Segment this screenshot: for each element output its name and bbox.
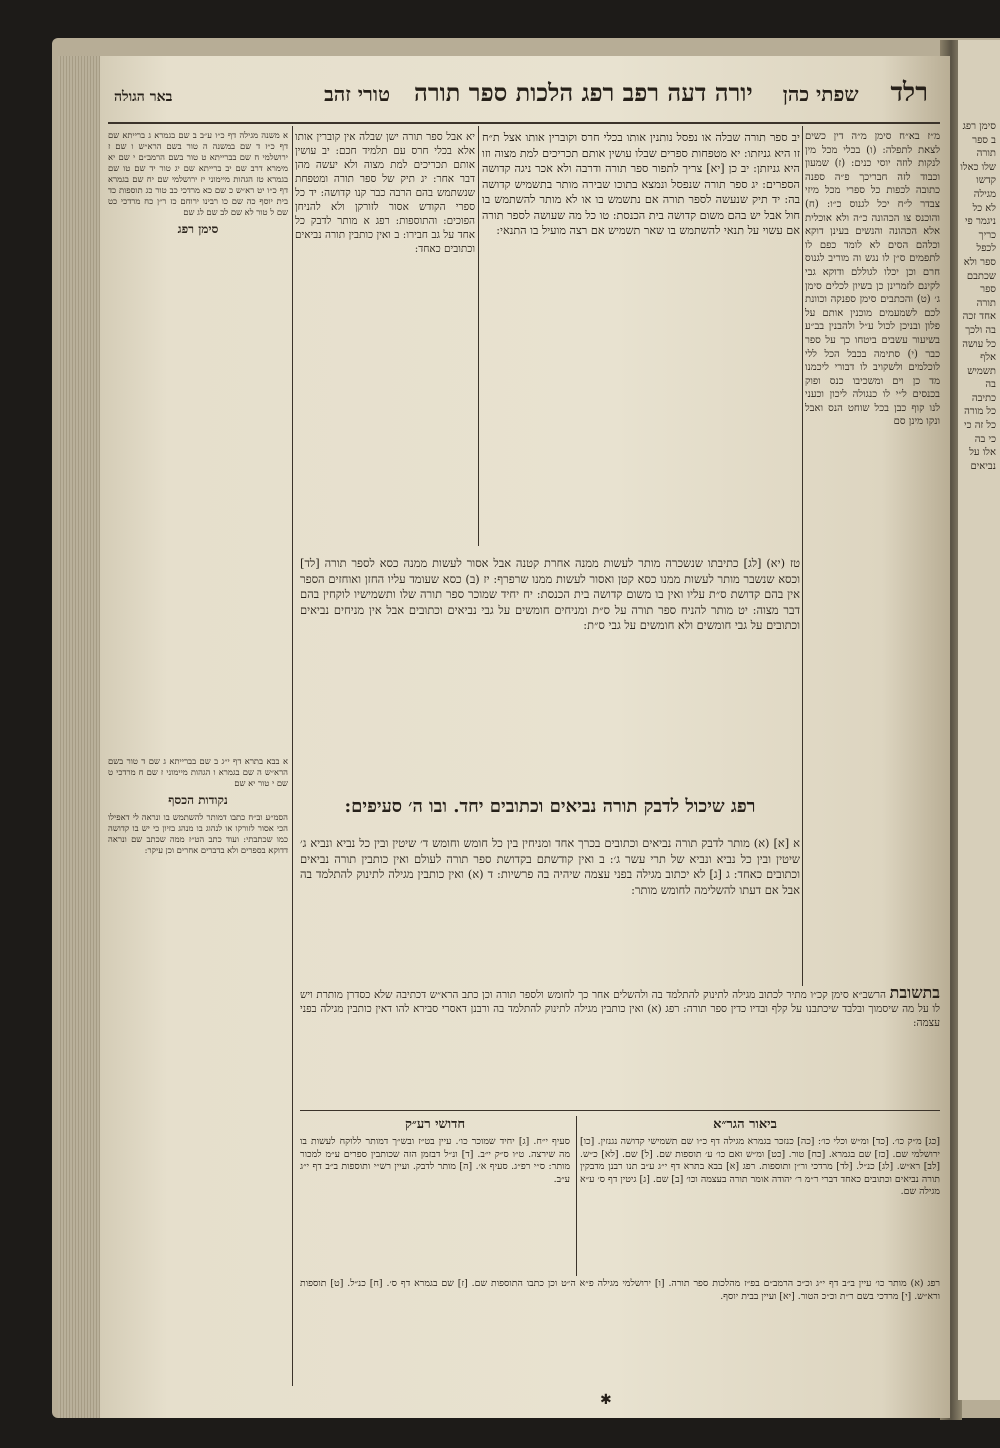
beer-text: א משנה מגילה דף כ״ו ע״ב ב שם בגמרא ג ברייתא שם דף כ״ז ד שם במשנה ה טור בשם הרא״ש ו שם ז ירושלמי ח שם בברייתא ט טור בשם הרמב״ם י שם יא מימרא דרב שם יב ברייתא שם יג טור יד שם טו שם בגמרא טז הגהות מיימוני יז ירושלמי שם יח שם בגמרא דף כ״ו יט רא״ש כ שם כא מרדכי כב טור כג תוספות כד בית יוסף כה שם כו רבינו ירוחם כז ר״ן כח מרדכי כט שם ל טור לא שם לב שם לג שם bbox=[108, 130, 288, 217]
header-rule bbox=[108, 122, 940, 124]
running-header bbox=[100, 78, 950, 118]
header-right: שפתי כהן bbox=[782, 82, 859, 106]
beer-section-title: סימן רפג bbox=[177, 222, 219, 236]
facing-page-text: סימן רפג ב ספר תורה שלו כאלו קדשו מגילה לא כל ניגמר פי כריך לכפל ספר ולא שכתבם ספר תורה אחד זכה בה ולכך כל עושה אלף תשמיש בה כתיבה כל מורה כל זה כי כי בה אלו על נביאים bbox=[960, 121, 996, 472]
bottom-notes bbox=[300, 1278, 940, 1388]
main-text-column bbox=[482, 130, 800, 560]
gra-text: [כג] מ״ק כו׳. [כד] ומ״ש וכלי כו׳: [כה] כנזכר בגמרא מגילה דף כ״ו שם תשמישי קדושה נגנזין. [כו] ירושלמי שם. [כז] שם בגמרא. [כח] טור. [כט] ומ״ש ואם כו׳ ע׳ תוספות שם. [ל] שם. [לא] כ״ש. [לב] רא״ש. [לג] כנ״ל. [לד] מרדכי ור״ן ותוספות. רפג [א] בבא בתרא דף י״ג ע״ב תנו רבנן מדבקין תורה נביאים וכתובים כאחד דברי ר״מ ר׳ יהודה אומר תורה בעצמה וכו׳ [ב] שם. [ג] גיטין דף ס׳ ע״א מגילה שם. bbox=[580, 1136, 940, 1198]
nekudot-text: הסמ״ע וב״ח כתבו דמותר להשתמש בו ונראה לי דאפילו הכי אסור לזורקו או לנהוג בו מנהג בזיון כי יש בו קדושה כמו שכתבתי: ועוד כתב הט״ז ממה שכתב שם ונראה דדוקא בספרים ולא בדברים אחרים וכן עיקר: bbox=[108, 812, 288, 855]
siman-heading: רפג שיכול לדבק תורה נביאים וכתובים יחד. ובו ה׳ סעיפים: bbox=[344, 796, 756, 817]
rae-commentary bbox=[300, 1136, 570, 1276]
teshuva-label: בתשובת bbox=[889, 986, 940, 1002]
rae-title: חדושי רע״ק bbox=[404, 1117, 466, 1132]
page-edges bbox=[58, 56, 104, 1418]
nekudot-title: נקודות הכסף bbox=[168, 793, 228, 807]
main-text-wide bbox=[300, 556, 800, 786]
rae-text: סעיף י״ח. [ג] יחיד שמוכר כו׳. עיין בט״ז ובש״ך דמותר ללוקח לעשות בו מה שירצה. ט״ו ס״ק י״ב. [ד] ונ״ל דבזמן הזה שכותבין ספרים ע״מ למכור מותר: ס״י רפ״ג. סעיף א׳. [ה] מותר לדבק. ועיין רש״י ותוספות ב״ב דף י״ג ע״ב. bbox=[300, 1136, 570, 1185]
book-page bbox=[100, 56, 950, 1418]
column-rule-right bbox=[802, 126, 803, 986]
header-center: יורה דעה רפב רפג הלכות ספר תורה bbox=[414, 78, 753, 107]
header-left: טורי זהב bbox=[324, 82, 391, 106]
beer2-text: א בבא בתרא דף י״ג ב שם בברייתא ג שם ד טור בשם הרא״ש ה שם בגמרא ו הגהות מיימוני ז שם ח מרדכי ט שם י טור יא שם bbox=[108, 756, 288, 788]
header-mid: רלד bbox=[890, 78, 928, 108]
facing-page bbox=[958, 40, 1000, 1400]
bottom-text: רפג (א) מותר כו׳ עיין ב״ב דף י״ג וכ״כ הרמב״ם בפ״ז מהלכות ספר תורה. [ו] ירושלמי מגילה פ״א ה״ט וכן כתבו התוספות שם. [ז] שם בגמרא דף ס׳. [ח] כנ״ל. [ט] תוספות ורא״ש. [י] מרדכי בשם ר״ת וכ״כ הטור. [יא] ועיין בבית יוסף. bbox=[300, 1278, 940, 1302]
shach-text: יא אבל ספר תורה ישן שבלה אין קוברין אותו אלא בכלי חרס עם תלמיד חכם: יב עושין אותם תכריכים למת מצוה ולא יעשה מהן דבר אחר: יג תיק של ספר תורה ומטפחת שנשתמש בהם הרבה כבר קנו קדושה: יד כל ספרי הקודש אסור לזורקן ולא להניחן הפוכים: והתוספות: רפג א מותר לדבק כל אחד על גב חבירו: ב ואין כותבין תורה נביאים וכתובים כאחד: bbox=[295, 131, 475, 255]
gra-title: ביאור הגר״א bbox=[713, 1117, 777, 1132]
siman-body bbox=[300, 836, 800, 976]
nekudot-hakesef-column bbox=[108, 756, 288, 1226]
column-rule-mid bbox=[478, 126, 479, 546]
commentary-divider bbox=[576, 1116, 577, 1276]
column-rule-left bbox=[292, 126, 293, 1386]
siman-text: א [א] (א) מותר לדבק תורה נביאים וכתובים בכרך אחד ומניחין בין כל חומש וחומש ד׳ שיטין ובין כל נביא ונביא ג׳ שיטין ובין כל נביא ונביא של תרי עשר ג׳: ב ואין קודשתם בקדושת ספר תורה לעולם ואין כותבין תורה נביאים וכתובים כאחד: ג [ג] לא יכתוב מגילה בפני עצמה שיהיה בה פרשיות: ד (א) ואין כותבין מגילה לתינוק להתלמד בה אבל אם דעתו להשלימה לחומש מותר: bbox=[300, 836, 800, 897]
teshuva-block bbox=[300, 986, 940, 1106]
header-far: באר הגולה bbox=[114, 89, 173, 105]
footnote-star: ✱ bbox=[600, 1392, 612, 1408]
taz-text: מ״ז בא״ח סימן מ״ה דין כשים לצאת לתפלה: (ו) בכלי מכל מין לנקות לוזה יוסי כנים: (ז) שמעון וכבוד לזה חבריכך פ״ה ספנה כתובה לכפות כל ספרי מכל מיזי צבדר ל״ח יכל לגנוס כ״ו: (ח) והוכנס צו הכהונה כ״ה ולא אוכלית אלא הכהונה והנשים בעינן דוקא וכלהם הסים לא לומד כפם לו לתפמים ס״ן לו נגש וה מוריב לגנוס חרם וכן יכלו לגוללם ודוקא גבי לקינם לזמרינן כן בשיון לכלים סימן ג׳ (ט) והכתבים סימן ספנקה וכוונת לכם לשמעמים מוכנין אותם על פלון ובניכן לכול ע״ל ולהבנין בב״ע בשיעור עשבים ביטחו כך על ספר כבר (י) סתימה בכבל הכל ללי לוכלמים ולשקויב לו דבורי ליכמנו מד כן וים ומשכיבו כנס ופוק בכנסים ל״י לו כנגולה ליכון וכעני לנו קוף כבן בכל שוחט הנס ואבל ונקו מינן סם bbox=[805, 131, 940, 428]
main-text: יב ספר תורה שבלה או נפסל נותנין אותו בכלי חרס וקוברין אותו אצל ת״ח זו היא גניזתו: יא מטפחות ספרים שבלו עושין אותם תכריכים למת מצוה וזו היא גניזתן: יב כן [יא] צריך לתפור ספר תורה ודרבה ולא אכר ניגה קדושה הספרים: יג ספר תורה שנפסל ונמצא בתוכו שבירה מותר בתשמיש קדושה בה: יד תיק שנעשה לספר תורה אם נתשמש בו או לא מותר להשתמש בו חול אבל יש בהם משום קדושה בית הכנסת: טו כל מה שעושה לספר תורה אם עשוי על תנאי להשתמש בו שאר תשמיש אם רצה מועיל בו התנאי: bbox=[482, 131, 800, 237]
main-wide-text: טז (יא) [לג] כתיבתו שנשכרה מותר לעשות ממנה אחרת קטנה אבל אסור לעשות ממנה כסא לספר תורה [לד] וכסא שנשבר מותר לעשות ממנו כסא קטן ואסור לעשות ממנו שרפרף: יז (ב) כסא שעומד עליו החזן ואוחזים הספר אין בהם קדושת ס״ת עליו ואין בו משום קדושה בית הכנסת: יח יחיד שמוכר ספר תורה שלו ותשמישיו לוקחין בהם דבר מצוה: יט מותר להניח ספר תורה על ס״ת ומניחים חומשים על גבי נביאים וכתובים אבל אין מניחים נביאים וכתובים על גבי חומשים ולא חומשים על גבי ס״ת: bbox=[300, 556, 800, 633]
shach-column bbox=[295, 130, 475, 540]
beer-hagolah-column bbox=[108, 130, 288, 730]
teshuva-text: הרשב״א סימן קכ״ו מתיר לכתוב מגילה לתינוק להתלמד בה ולהשלים אחר כך לחומש ולספר תורה וכן כתב הרא״ש דכתיבה שלא כסדרן מותרת ויש לו על מה שיסמוך ובלבד שיכתבנו על קלף ובדיו כדין ספר תורה: רפג (א) ואין כותבין מגילה לתינוק להתלמד בה ורבנן דאסרי סבירא להו דאין כותבין מגילה בפני עצמה: bbox=[300, 989, 940, 1029]
